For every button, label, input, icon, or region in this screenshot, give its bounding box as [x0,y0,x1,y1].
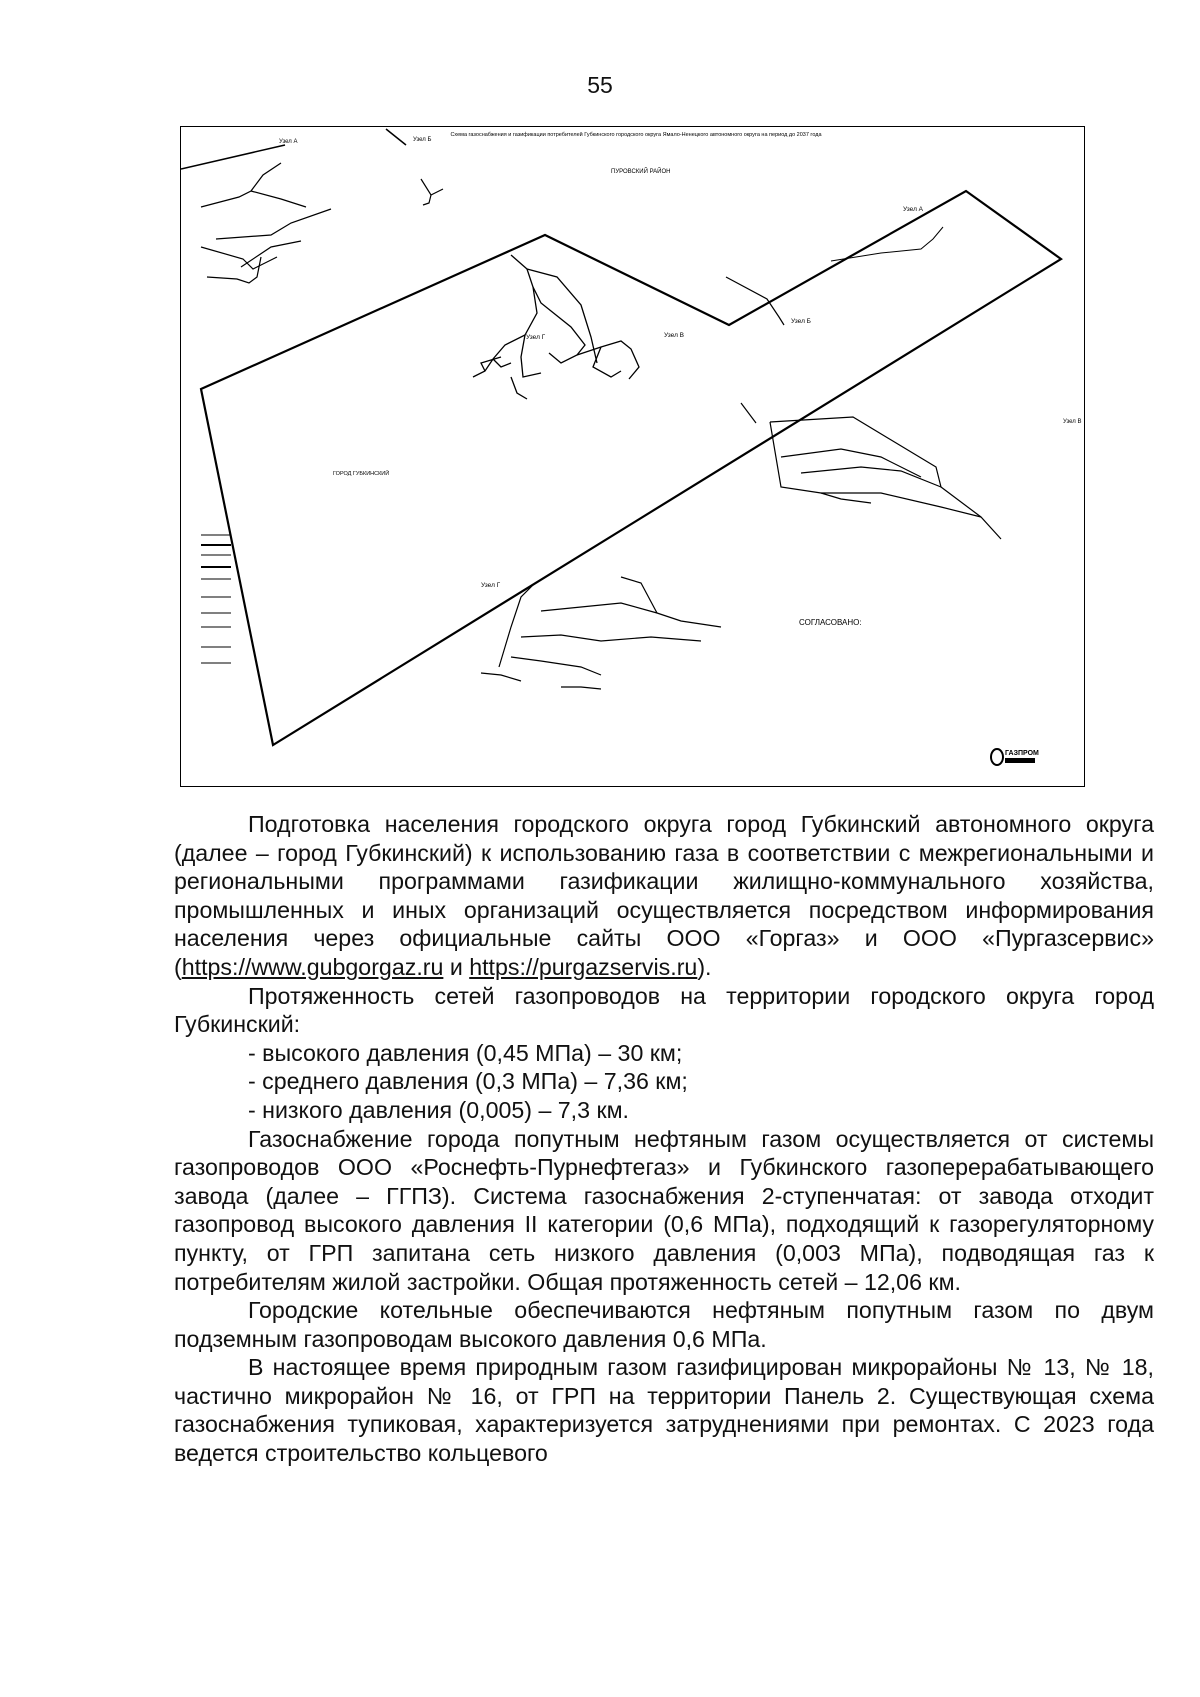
body-text [174,810,1154,1468]
central-network [473,255,639,399]
label-node-a-left: Узел А [279,139,298,145]
node-v-network [741,403,1001,539]
label-city-gubkinsky: ГОРОД ГУБКИНСКИЙ [333,471,390,477]
paragraph-preparation: Подготовка населения городского округа город Губкинский автономного округа (далее – город Губкинский) к использованию газа в соответствии с межрегиональными и региональными программами газификации жилищно-коммунального хозяйства, промышленных и иных организаций осуществляется посредством информирования населения через официальные сайты ООО «Горгаз» и ООО «Пургазсервис» (https://www.gubgorgaz.ru и https://purgazservis.ru). [174,811,1154,980]
legend-block [201,535,231,663]
gas-supply-map-figure [180,126,1085,787]
label-node-g-mid: Узел Г [526,334,546,341]
label-node-v-mid: Узел В [664,332,685,339]
label-node-a-right: Узел А [903,206,924,213]
pipeline-to-node-a-right [831,227,943,261]
paragraph-boilers: Городские котельные обеспечиваются нефтяным попутным газом по двум подземным газопроводам высокого давления 0,6 МПа. [174,1297,1154,1352]
pipeline-to-node-b [726,277,784,325]
paragraph-supply: Газоснабжение города попутным нефтяным газом осуществляется от системы газопроводов ООО «Роснефть-Пурнефтегаз» и Губкинского газоперерабатывающего завода (далее – ГГПЗ). Система газоснабжения 2-ступенчатая: от завода отходит газопровод высокого давления II категории (0,6 МПа), подходящий к газорегуляторному пункту, от ГРП запитана сеть низкого давления (0,003 МПа), подводящая газ к потребителям жилой застройки. Общая протяженность сетей – 12,06 км. [174,1125,1154,1295]
gazprom-logo [991,749,1039,765]
gas-supply-map [181,127,1085,787]
link-gubgorgaz[interactable]: https://www.gubgorgaz.ru [181,953,444,980]
paragraph-length-intro: Протяженность сетей газопроводов на территории городского округа город Губкинский: [174,982,1154,1038]
node-b-network [421,179,443,205]
page-number: 55 [587,72,613,98]
label-purovsky-district: ПУРОВСКИЙ РАЙОН [611,169,671,175]
separator-line [181,145,285,169]
label-approval-block: СОГЛАСОВАНО: [799,618,862,627]
territory-boundary [201,191,1061,745]
map-caption: Схема газоснабжения и газификации потребителей Губкинского городского округа Ямало-Ненецкого автономного округа на период до 2037 года [450,132,822,138]
list-item: - среднего давления (0,3 МПа) – 7,36 км; [248,1068,688,1095]
svg-text:ГАЗПРОМ: ГАЗПРОМ [1005,750,1039,757]
separator-line [386,129,406,145]
label-node-b-top: Узел Б [413,137,432,143]
list-item: - низкого давления (0,005) – 7,3 км. [248,1096,629,1123]
link-purgazservis[interactable]: https://purgazservis.ru [469,953,698,980]
label-node-v-right: Узел В [1063,419,1082,425]
node-a-network [201,163,331,283]
label-node-b-right: Узел Б [791,318,811,325]
label-node-g-bottom: Узел Г [481,582,501,589]
paragraph-current: В настоящее время природным газом газифицирован микрорайоны № 13, № 18, частично микрорайон № 16, от ГРП на территории Панель 2. Существующая схема газоснабжения тупиковая, характеризуется затруднениями при ремонтах. С 2023 года ведется строительство кольцевого [174,1354,1154,1467]
list-item: - высокого давления (0,45 МПа) – 30 км; [248,1039,683,1066]
